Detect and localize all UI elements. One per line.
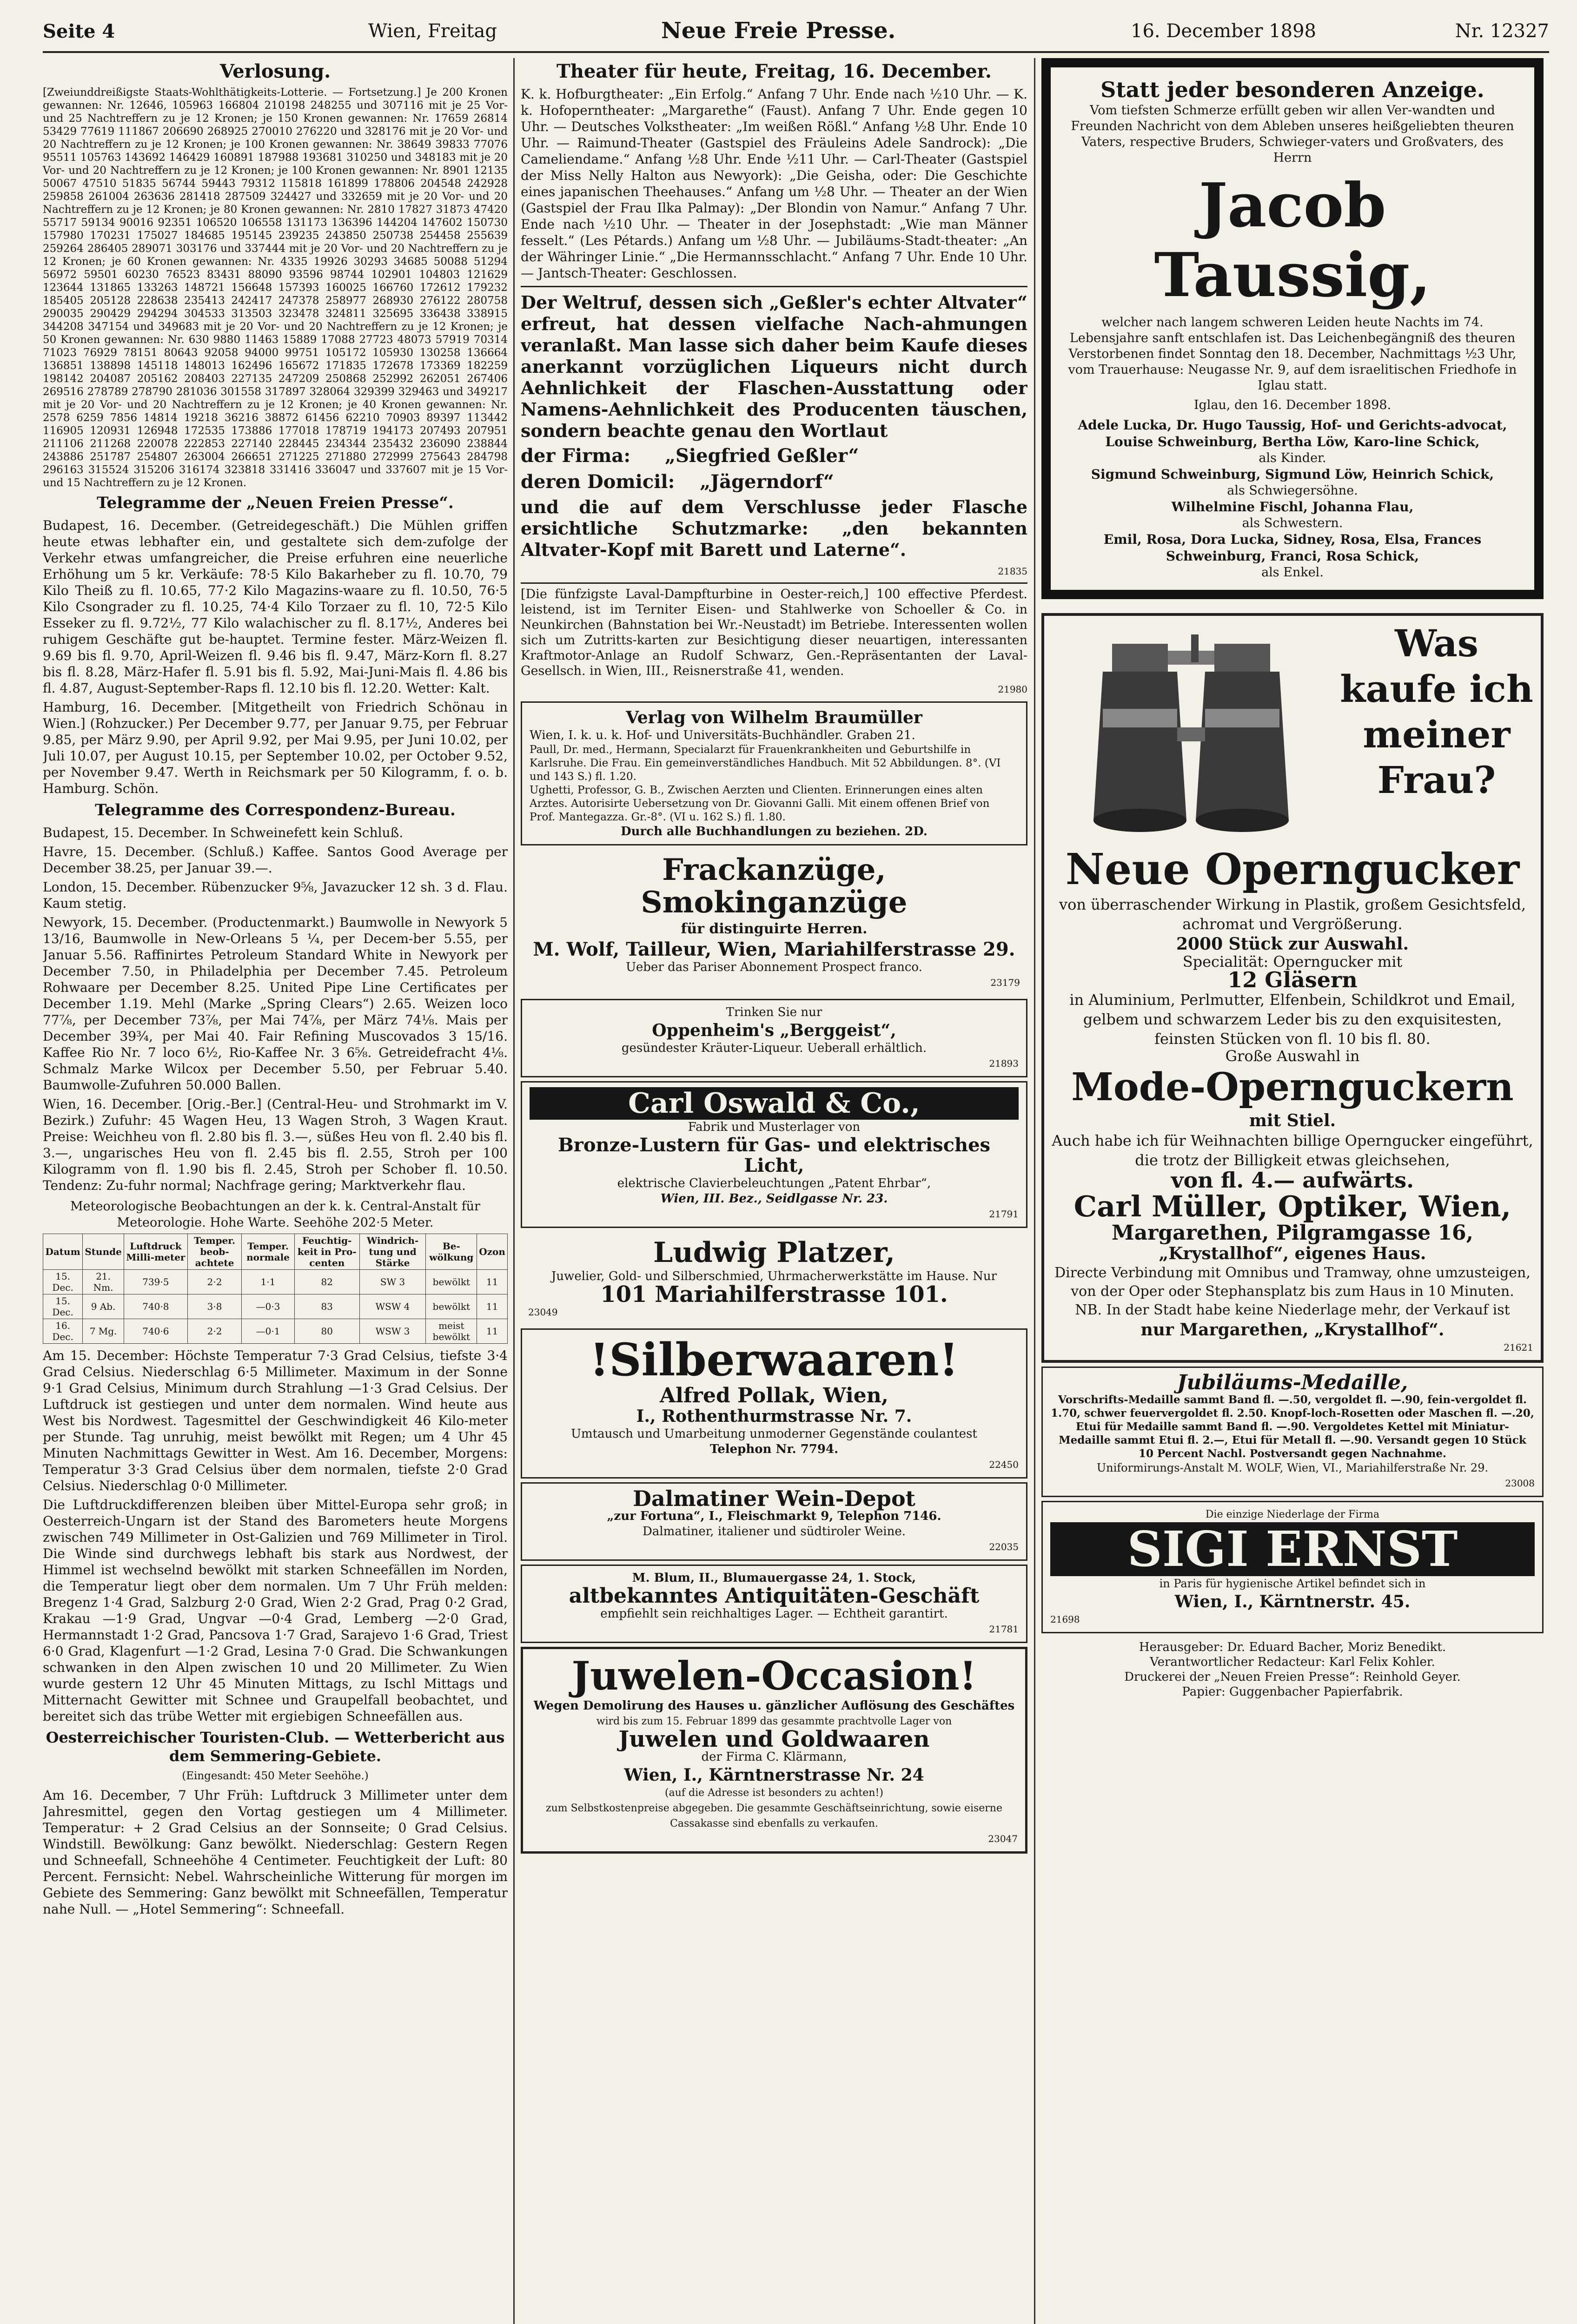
ad-number: 21621 (1504, 1342, 1533, 1353)
opera-price: von fl. 4.— aufwärts. (1171, 1168, 1414, 1193)
pollak-address: I., Rothenthurmstrasse Nr. 7. (636, 1406, 912, 1426)
pollak-ad (521, 1328, 1027, 1479)
weather-table-cell: 15. Dec. (43, 1294, 83, 1319)
weather-table-cell: WSW 4 (359, 1294, 426, 1319)
berggeist-ad (521, 999, 1027, 1077)
issue-place-day: Wien, Freitag (368, 20, 497, 42)
death-notice-date: Iglau, den 16. December 1898. (1193, 398, 1391, 412)
pollak-phone: Telephon Nr. 7794. (709, 1442, 839, 1456)
death-notice (1041, 58, 1544, 599)
mourners-role: als Schwiegersöhne. (1227, 483, 1358, 498)
klaermann-address: Wien, I., Kärntnerstrasse Nr. 24 (624, 1765, 924, 1785)
weather-table-header: Temper. beob-achtete (187, 1234, 241, 1270)
weather-table-header: Datum (43, 1234, 83, 1270)
klaermann-firm: der Firma C. Klärmann, (701, 1750, 847, 1764)
braumueller-book-2: Ughetti, Professor, G. B., Zwischen Aerzten und Clienten. Erinnerungen eines alten Arztes. Autorisirte Uebersetzung von Dr. Giovanni Galli. Mit einem offenen Brief von Prof. Mantegazza. Gr.-8°. (VI u. 162 S.) fl. 1.80. (530, 784, 990, 823)
page-number: Seite 4 (43, 20, 115, 42)
weather-table-row (43, 1270, 508, 1294)
wolf-ad (521, 849, 1027, 995)
platzer-address: 101 Mariahilferstrasse 101. (600, 1281, 948, 1307)
jubilee-title: Jubiläums-Medaille, (1177, 1371, 1408, 1394)
altvater-trademark: und die auf dem Verschlusse jeder Flasche ersichtliche Schutzmarke: „den bekannten Altvater-Kopf mit Barett und Laterne“. (521, 496, 1027, 560)
weather-table-cell: 740·6 (124, 1319, 187, 1344)
weather-table-header: Ozon (477, 1234, 508, 1270)
opera-glasses: 12 Gläsern (1227, 967, 1358, 992)
opera-question: Was kaufe ich meiner Frau? (1340, 621, 1533, 802)
oswald-title: Carl Oswald & Co., (530, 1087, 1019, 1120)
mourners-role: als Enkel. (1261, 565, 1324, 580)
opera-selection: Große Auswahl in (1225, 1047, 1360, 1065)
pollak-title: !Silberwaaren! (590, 1334, 959, 1386)
blum-title: M. Blum, II., Blumauergasse 24, 1. Stock, (632, 1571, 916, 1585)
ad-number: 21893 (989, 1058, 1019, 1069)
weather-table-cell: 9 Ab. (83, 1294, 124, 1319)
imprint-editor: Verantwortlicher Redacteur: Karl Felix Kohler. (1150, 1655, 1435, 1669)
weather-table-cell: 83 (294, 1294, 359, 1319)
theatre-heading: Theater für heute, Freitag, 16. December. (557, 60, 992, 82)
mourners-sons-in-law: Sigmund Schweinburg, Sigmund Löw, Heinrich Schick, (1091, 467, 1494, 482)
telegram-wien: Wien, 16. December. [Orig.-Ber.] (Central-Heu- und Strohmarkt im V. Bezirk.) Zufuhr: 45 Wagen Heu, 13 Wagen Stroh, 3 Wagen Kraut. Preise: Weichheu von fl. 2.80 bis fl. 3.—, süßes Heu von fl. 2.40 bis fl. 3.—, ungarisches Heu von fl. 2.45 bis fl. 2.55, Stroh per 100 Kilogramm von fl. 1.90 bis fl. 2.45, Stroh per Schober fl. 10.50. Tendenz: Zu-fuhr normal; Nachfrage gering; Marktverkehr flau. (43, 1096, 508, 1193)
blum-sub: empfiehlt sein reichhaltiges Lager. — Echtheit garantirt. (600, 1607, 948, 1621)
klaermann-sub-2: wird bis zum 15. Februar 1899 das gesammte prachtvolle Lager von (596, 1716, 952, 1727)
blum-ad (521, 1565, 1027, 1643)
issue-number: Nr. 12327 (1455, 20, 1549, 42)
sigi-sub: in Paris für hygienische Artikel befindet sich in (1159, 1577, 1426, 1590)
lottery-text: [Zweiunddreißigste Staats-Wohlthätigkeits-Lotterie. — Fortsetzung.] Je 200 Kronen gewannen: Nr. 12646, 105963 166804 210198 248255 und 307116 mit je 25 Vor- und 25 Nachtreffern zu je 12 Kronen; je 150 Kronen gewannen: Nr. 17659 26814 53429 77619 111867 206690 268925 270010 276220 und 328176 mit je 20 Vor- und 20 Nachtreffern zu je 12 Kronen; je 100 Kronen gewannen: Nr. 38649 39833 77076 95511 105763 143692 146429 160891 187988 193681 310250 und 348183 mit je 20 Vor- und 20 Nachtreffern zu je 12 Kronen; je 100 Kronen gewannen: Nr. 8901 12135 50067 47510 51835 56744 59443 79312 115818 161899 178806 204548 242928 259858 261004 263636 281418 287509 324427 und 332659 mit je 20 Vor- und 20 Nachtreffern zu je 12 Kronen; je 80 Kronen gewannen: Nr. 2810 17827 31873 47420 55717 59134 90016 92351 106520 106558 131173 136396 144204 147602 150730 157980 170231 175027 184685 195145 239235 243850 250738 254458 255639 259264 286405 289071 303176 und 337444 mit je 20 Vor- und 20 Nachtreffern zu je 12 Kronen; je 60 Kronen gewannen: Nr. 4335 19926 30293 34685 50088 51294 56972 59501 60230 76523 83431 88090 93596 98744 102901 104803 121629 123644 131865 133263 148721 156648 157393 160025 166760 172612 179232 185405 205128 228638 235413 242417 247378 258977 268930 276122 280758 290035 290429 294294 304533 313503 323478 324811 325695 336438 338915 344208 347154 und 349683 mit je 20 Vor- und 20 Nachtreffern zu je 12 Kronen; je 50 Kronen gewannen: Nr. 630 9880 11463 15889 17088 27723 48073 57919 70314 71023 76929 78151 80643 92058 94000 99751 105172 105930 130258 136664 136851 138898 145118 148013 162496 165672 171835 172678 173369 182259 198142 204087 205162 208403 227135 247209 250868 252992 262051 267406 269516 278789 278790 281036 301558 317897 328064 329399 329463 und 349217 mit je 20 Vor- und 20 Nachtreffern zu je 12 Kronen; je 40 Kronen gewannen: Nr. 2578 6259 7856 14814 19218 36216 38872 61456 62210 70903 89397 113442 116905 120931 126948 172535 173886 177018 178719 194173 207493 207951 211106 211268 220078 222853 227140 228445 234344 235432 236090 238844 243886 251787 254807 263004 266651 271225 271880 272999 275643 284798 296163 315524 315206 316174 323818 331416 336047 und 337607 mit je 15 Vor- und 15 Nachtreffern zu je 12 Kronen. (43, 86, 508, 489)
weather-table-row (43, 1319, 508, 1344)
telegram-budapest-2: Budapest, 15. December. In Schweinefett kein Schluß. (43, 825, 404, 840)
platzer-ad (521, 1232, 1027, 1325)
touring-club-sub: (Eingesandt: 450 Meter Seehöhe.) (182, 1770, 369, 1782)
opera-count: 2000 Stück zur Auswahl. (1176, 934, 1409, 954)
braumueller-footer: Durch alle Buchhandlungen zu beziehen. 2D. (621, 825, 928, 838)
opera-address: Margarethen, Pilgramgasse 16, (1112, 1221, 1473, 1245)
platzer-sub: Juwelier, Gold- und Silberschmied, Uhrmacherwerkstätte im Hause. Nur (551, 1269, 997, 1283)
mourners-role: als Schwestern. (1242, 516, 1343, 530)
ad-number: 22035 (989, 1541, 1019, 1552)
telegram-budapest: Budapest, 16. December. (Getreidegeschäft.) Die Mühlen griffen heute etwas lebhafter ein, und gestaltete sich dem-zufolge der Verkehr etwas umfangreicher, die Preise erfuhren eine neuerliche Erhöhung um 5 kr. Verkäufe: 78·5 Kilo Bakarheber zu fl. 10.70, 79 Kilo Theiß zu fl. 10.65, 77·2 Kilo Magazins-waare zu fl. 10.50, 76·5 Kilo Csongrader zu fl. 10.25, 74·4 Kilo Torzaer zu fl. 10, 72·5 Kilo Esseker zu fl. 9.72½, 77 Kilo walachischer zu fl. 8.17½, Anderes bei ruhigem Geschäfte gut be-hauptet. Termine fester. März-Weizen fl. 9.69 bis fl. 9.70, April-Weizen fl. 9.46 bis fl. 9.47, März-Korn fl. 8.27 bis fl. 8.28, März-Hafer fl. 5.91 bis fl. 5.92, Mai-Juni-Mais fl. 4.86 bis fl. 4.87, August-September-Raps fl. 12.10 bis fl. 12.20. Wetter: Kalt. (43, 518, 508, 696)
weather-table-cell: 739·5 (124, 1270, 187, 1294)
telegram-hamburg: Hamburg, 16. December. [Mitgetheilt von Friedrich Schönau in Wien.] (Rohzucker.) Per December 9.77, per Januar 9.75, per Februar 9.85, per März 9.90, per April 9.92, per Mai 9.95, per Juni 10.02, per Juli 10.07, per August 10.15, per September 10.02, per October 9.52, per November 9.47. Werth in Reichsmark per 50 Kilogramm, f. o. b. Hamburg. Schön. (43, 700, 508, 796)
pollak-firm: Alfred Pollak, Wien, (659, 1384, 888, 1407)
dalmatiner-address: „zur Fortuna“, I., Fleischmarkt 9, Telephon 7146. (607, 1509, 941, 1523)
weather-report-2: Die Luftdruckdifferenzen bleiben über Mittel-Europa sehr groß; in Oesterreich-Ungarn ist der Stand des Barometers heute Morgens zwischen 749 Millimeter in Ost-Galizien und 769 Millimeter in Tirol. Die Winde sind durchwegs lebhaft bis stark aus Nordwest, der Himmel ist wechselnd bewölkt mit starken Schneefällen im Norden, die Temperatur liegt ober dem normalen. Um 7 Uhr Früh melden: Bregenz 1·4 Grad, Salzburg 2·0 Grad, Wien 2·2 Grad, Prag 0·2 Grad, Krakau —1·9 Grad, Ungvar —0·4 Grad, Lemberg —2·0 Grad, Hermannstadt 1·2 Grad, Pancsova 1·7 Grad, Sarajevo 1·6 Grad, Triest 6·0 Grad, Klagenfurt —1·2 Grad, Lesina 7·0 Grad. Die Schwankungen schwanken in den Alpen zwischen 10 und 20 Millimeter. Zu Wien wurde gestern 12 Uhr 45 Minuten Mittags, zu Ischl Mittags und Mitternacht Gewitter mit Schnee und Graupelfall beobachtet, und bereitet sich das trübe Wetter mit ergiebigen Schneefällen aus. (43, 1497, 508, 1724)
weather-table-cell: bewölkt (426, 1270, 477, 1294)
weather-table-header: Luftdruck Milli-meter (124, 1234, 187, 1270)
berggeist-sub: gesündester Kräuter-Liqueur. Ueberall erhältlich. (621, 1041, 927, 1055)
imprint (1041, 1640, 1544, 1699)
weather-table-cell: bewölkt (426, 1294, 477, 1319)
opera-house: „Krystallhof“, eigenes Haus. (1159, 1244, 1426, 1263)
touring-club-heading: Oesterreichischer Touristen-Club. — Wetterbericht aus dem Semmering-Gebiete. (46, 1729, 505, 1765)
weather-table-cell: 11 (477, 1270, 508, 1294)
blum-big: altbekanntes Antiquitäten-Geschäft (569, 1584, 980, 1608)
weather-table-cell: —0·3 (242, 1294, 295, 1319)
masthead: Neue Freie Presse. (661, 18, 896, 44)
wolf-title: Frackanzüge, Smokinganzüge (641, 852, 908, 920)
altvater-domicile-name: „Jägerndorf“ (700, 471, 834, 493)
oswald-sub: Fabrik und Musterlager von (688, 1120, 861, 1134)
opera-nb: NB. In der Stadt habe keine Niederlage mehr, der Verkauf ist (1075, 1302, 1510, 1318)
lottery-heading: Verlosung. (219, 60, 331, 82)
ad-number: 23049 (528, 1307, 558, 1318)
opera-title: Neue Operngucker (1065, 844, 1520, 894)
weather-table-cell: SW 3 (359, 1270, 426, 1294)
oswald-body-2: elektrische Clavierbeleuchtungen „Patent Ehrbar“, (617, 1176, 931, 1190)
opera-text: von überraschender Wirkung in Plastik, großem Gesichtsfeld, achromat und Vergrößerung. (1059, 896, 1526, 933)
pollak-sub: Umtausch und Umarbeitung unmoderner Gegenstände coulantest (571, 1427, 977, 1441)
weather-table-cell: WSW 3 (359, 1319, 426, 1344)
weather-table-row (43, 1294, 508, 1319)
sigi-address: Wien, I., Kärntnerstr. 45. (1174, 1592, 1411, 1611)
mourners-sisters: Wilhelmine Fischl, Johanna Flau, (1171, 499, 1414, 515)
platzer-title: Ludwig Platzer, (653, 1236, 895, 1269)
ad-number: 21980 (998, 684, 1027, 695)
page-header (43, 14, 1549, 53)
mueller-optician-ad (1041, 613, 1544, 1363)
sigi-pre: Die einzige Niederlage der Firma (1205, 1509, 1380, 1520)
weather-table-header: Temper. normale (242, 1234, 295, 1270)
semmering-report: Am 16. December, 7 Uhr Früh: Luftdruck 3 Millimeter unter dem Jahresmittel, gegen den Vortag gestiegen um 4 Millimeter. Temperatur: + 2 Grad Celsius an der Sonnseite; 0 Grad Celsius. Windstill. Bewölkung: Ganz bewölkt. Niederschlag: Gestern Regen und Schneefall, Schneehöhe 4 Centimeter. Feuchtigkeit der Luft: 80 Percent. Fernsicht: Nebel. Wahrscheinliche Witterung für morgen im Gebiete des Semmering: Ganz bewölkt mit Schneefällen, Temperatur nahe Null. — „Hotel Semmering“: Schneefall. (43, 1788, 508, 1917)
braumueller-book-1: Paull, Dr. med., Hermann, Specialarzt für Frauenkrankheiten und Geburtshilfe in Karlsruhe. Die Frau. Ein gemeinverständliches Handbuch. Mit 52 Abbildungen. 8°. (VI und 143 S.) fl. 1.20. (530, 744, 1001, 783)
imprint-paper: Papier: Guggenbacher Papierfabrik. (1182, 1685, 1403, 1699)
ad-number: 23047 (988, 1833, 1018, 1844)
weather-table-cell: 21. Nm. (83, 1270, 124, 1294)
braumueller-ad (521, 701, 1027, 845)
column-3 (1041, 58, 1544, 2324)
weather-table-cell: 740·8 (124, 1294, 187, 1319)
altvater-domicile-label: deren Domicil: (521, 471, 675, 493)
opera-connection: Directe Verbindung mit Omnibus und Tramway, ohne umzusteigen, von der Oper oder Stephansplatz bis zum Haus in 10 Minuten. (1054, 1265, 1531, 1300)
weather-report: Am 15. December: Höchste Temperatur 7·3 Grad Celsius, tiefste 3·4 Grad Celsius. Niederschlag 6·5 Millimeter. Maximum in der Sonne 9·1 Grad Celsius, Minimum durch Strahlung —1·3 Grad Celsius. Der Luftdruck ist gestiegen und unter dem normalen. Wind heute aus West bis Nordwest. Tagesmittel der Geschwindigkeit 46 Kilo-meter per Stunde. Tag unruhig, meist bewölkt mit Regen; um 4 Uhr 45 Minuten Nachmittags Gewitter in West. Am 16. December, Morgens: Temperatur 3·3 Grad Celsius über dem normalen, tiefste 2·0 Grad Celsius. Niederschlag 0·0 Millimeter. (43, 1348, 508, 1493)
opera-materials: in Aluminium, Perlmutter, Elfenbein, Schildkrot und Email, gelbem und schwarzem Leder bis zu den exquisitesten, feinsten Stücken von fl. 10 bis fl. 80. (1069, 991, 1516, 1048)
ad-number: 23008 (1505, 1478, 1535, 1489)
imprint-publisher: Herausgeber: Dr. Eduard Bacher, Moriz Benedikt. (1139, 1640, 1446, 1654)
dalmatiner-title: Dalmatiner Wein-Depot (633, 1486, 915, 1511)
column-1 (43, 58, 508, 2324)
berggeist-title: Oppenheim's „Berggeist“, (652, 1021, 896, 1040)
telegram-havre: Havre, 15. December. (Schluß.) Kaffee. Santos Good Average per December 38.25, per Januar 39.—. (43, 844, 508, 876)
braumueller-address: Wien, I. k. u. k. Hof- und Universitäts-Buchhändler. Graben 21. (530, 728, 915, 742)
mourners-role: als Kinder. (1259, 451, 1326, 465)
sigi-ernst-ad (1041, 1501, 1544, 1633)
sigi-title: SIGI ERNST (1050, 1522, 1535, 1576)
death-notice-intro: Vom tiefsten Schmerze erfüllt geben wir allen Ver-wandten und Freunden Nachricht von dem Ableben unseres heißgeliebten theuren Vaters, respective Bruders, Schwieger-vaters und Großvaters, des Herrn (1071, 103, 1514, 165)
dalmatiner-sub: Dalmatiner, italiener und südtiroler Weine. (643, 1525, 906, 1538)
column-rule (1034, 58, 1035, 2324)
klaermann-footer: zum Selbstkostenpreise abgegeben. Die gesammte Geschäftseinrichtung, sowie eiserne Cassakasse sind ebenfalls zu verkaufen. (545, 1802, 1002, 1829)
ad-number: 21835 (998, 566, 1027, 577)
weather-table (43, 1234, 508, 1344)
weather-table-cell: 1·1 (242, 1270, 295, 1294)
weather-table-cell: 11 (477, 1319, 508, 1344)
weather-table-header: Feuchtig-keit in Pro-centen (294, 1234, 359, 1270)
ad-number: 23179 (990, 977, 1020, 988)
weather-table-cell: 16. Dec. (43, 1319, 83, 1344)
column-2 (521, 58, 1027, 2324)
opera-cheap: Auch habe ich für Weihnachten billige Operngucker eingeführt, die trotz der Billigkeit etwas gleichsehen, (1052, 1132, 1533, 1169)
oswald-body: Bronze-Lustern für Gas- und elektrisches Licht, (557, 1134, 991, 1176)
klaermann-mid: Juwelen und Goldwaaren (618, 1726, 930, 1752)
mourners-grandchildren: Emil, Rosa, Dora Lucka, Sidney, Rosa, Elsa, Frances Schweinburg, Franci, Rosa Schick, (1103, 532, 1482, 564)
opera-firm: Carl Müller, Optiker, Wien, (1073, 1189, 1511, 1223)
imprint-printer: Druckerei der „Neuen Freien Presse“: Reinhold Geyer. (1124, 1670, 1461, 1684)
issue-date: 16. December 1898 (1131, 20, 1316, 42)
ad-number: 21781 (989, 1624, 1019, 1635)
weather-table-cell: 82 (294, 1270, 359, 1294)
death-notice-text: welcher nach langem schweren Leiden heute Nachts im 74. Lebensjahre sanft entschlafen ist. Das Leichenbegängniß des theuren Verstorbenen findet Sonntag den 18. December, Nachmittags ½3 Uhr, vom Trauerhause: Neugasse Nr. 9, auf dem israelitischen Friedhofe in Iglau statt. (1068, 315, 1517, 393)
klaermann-title: Juwelen-Occasion! (571, 1653, 977, 1699)
opera-stiel: mit Stiel. (1249, 1111, 1336, 1130)
deceased-name: Jacob Taussig, (1154, 170, 1431, 310)
oswald-address: Wien, III. Bez., Seidlgasse Nr. 23. (660, 1192, 888, 1206)
braumueller-title: Verlag von Wilhelm Braumüller (626, 708, 922, 727)
laval-notice: [Die fünfzigste Laval-Dampfturbine in Oester-reich,] 100 effective Pferdest. leistend, ist im Terniter Eisen- und Stahlwerke von Schoeller & Co. in Neunkirchen (Bahnstation bei Wr.-Neustadt) im Betriebe. Interessenten wollen sich um Zutritts-karten zur Besichtigung dieser neuartigen, interessanten Kraftmotor-Anlage an Rudolf Schwarz, Gen.-Repräsentanten der Laval-Gesellsch. in Wien, III., Reisnerstraße 41, wenden. (521, 587, 1027, 678)
dalmatiner-ad (521, 1482, 1027, 1561)
weather-table-cell: 2·2 (187, 1270, 241, 1294)
weather-table-cell: 11 (477, 1294, 508, 1319)
death-notice-title: Statt jeder besonderen Anzeige. (1100, 77, 1484, 102)
opera-title-2: Mode-Opernguckern (1071, 1065, 1514, 1109)
altvater-firm (521, 444, 1027, 468)
wolf-footer: Ueber das Pariser Abonnement Prospect franco. (626, 960, 922, 974)
theatre-listings: K. k. Hofburgtheater: „Ein Erfolg.“ Anfang 7 Uhr. Ende nach ½10 Uhr. — K. k. Hofoperntheater: „Margarethe“ (Faust). Anfang 7 Uhr. Ende gegen 10 Uhr. — Deutsches Volkstheater: „Im weißen Rößl.“ Anfang ½8 Uhr. Ende 10 Uhr. — Raimund-Theater (Gastspiel des Fräuleins Adele Sandrock): „Die Cameliendame.“ Anfang ½8 Uhr. Ende ½11 Uhr. — Carl-Theater (Gastspiel der Miss Nelly Halton aus Newyork): „Die Geisha, oder: Die Geschichte eines japanischen Theehauses.“ Anfang um ½8 Uhr. — Theater an der Wien (Gastspiel der Frau Ilka Palmay): „Der Blondin von Namur.“ Anfang 7 Uhr. Ende nach ½10 Uhr. — Theater in der Josephstadt: „Wie man Männer fesselt.“ (Les Pétards.) Anfang um ½8 Uhr. — Jubiläums-Stadt-theater: „An der Währinger Linie.“ „Die Hermannsschlacht.“ Anfang 7 Uhr. Ende 10 Uhr. — Jantsch-Theater: Geschlossen. (521, 86, 1027, 281)
ad-number: 21698 (1050, 1614, 1080, 1625)
ad-number: 21791 (989, 1208, 1019, 1220)
altvater-domicile (521, 470, 1027, 494)
jubilee-firm: Uniformirungs-Anstalt M. WOLF, Wien, VI., Mariahilferstraße Nr. 29. (1096, 1461, 1489, 1474)
telegrams-heading: Telegramme der „Neuen Freien Presse“. (97, 494, 454, 512)
altvater-notice: Der Weltruf, dessen sich „Geßler's echter Altvater“ erfreut, hat dessen vielfache Nach-ahmungen veranlaßt. Man lasse sich daher beim Kaufe dieses anerkannt vorzüglichen Liqueurs nicht durch Aehnlichkeit der Flaschen-Ausstattung oder Namens-Aehnlichkeit des Producenten täuschen, sondern beachte genau den Wortlaut (521, 292, 1027, 441)
berggeist-pre: Trinken Sie nur (726, 1005, 822, 1019)
correspondence-heading: Telegramme des Correspondenz-Bureau. (95, 801, 456, 819)
telegram-newyork: Newyork, 15. December. (Productenmarkt.) Baumwolle in Newyork 5 13/16, Baumwolle in New-Orleans 5 ¼, per Decem-ber 5.55, per Januar 5.56. Raffinirtes Petroleum Standard White in Newyork per December 7.50, in Philadelphia per December 7.45. Petroleum Rohwaare per December 8.25. United Pipe Line Certificates per December 1.19. Mehl (Marke „Spring Clears“) 2.65. Weizen loco 77⅞, per December 73⅞, per Mai 74⅞, per März 74⅛. Mais per December 39¾, per Mai 40. Fair Refining Muscovados 3 15/16. Kaffee Rio Nr. 7 loco 6½, Rio-Kaffee Nr. 3 6⅝. Getreidefracht 4⅛. Schmalz Marke Wilcox per December 5.50, per Februar 5.40. Baumwolle-Zufuhren 50.000 Ballen. (43, 915, 508, 1093)
weather-table-cell: 3·8 (187, 1294, 241, 1319)
altvater-firm-label: der Firma: (521, 445, 631, 467)
weather-table-cell: 2·2 (187, 1319, 241, 1344)
klaermann-sub: Wegen Demolirung des Hauses u. gänzlicher Auflösung des Geschäftes (533, 1699, 1015, 1713)
klaermann-note: (auf die Adresse ist besonders zu achten!) (665, 1787, 883, 1799)
meteorology-heading: Meteorologische Beobachtungen an der k. k. Central-Anstalt für Meteorologie. Hohe Warte. Seehöhe 202·5 Meter. (70, 1199, 480, 1230)
weather-table-cell: —0·1 (242, 1319, 295, 1344)
jubilee-medal-ad (1041, 1367, 1544, 1497)
weather-table-cell: meist bewölkt (426, 1319, 477, 1344)
telegram-london: London, 15. December. Rübenzucker 9⅝, Javazucker 12 sh. 3 d. Flau. Kaum stetig. (43, 879, 508, 911)
opera-spec: Specialität: Operngucker mit (1182, 953, 1403, 971)
weather-table-cell: 80 (294, 1319, 359, 1344)
column-rule (513, 58, 515, 2324)
opera-glasses-illustration (1052, 625, 1331, 839)
altvater-firm-name: „Siegfried Geßler“ (665, 445, 859, 467)
wolf-firm: M. Wolf, Tailleur, Wien, Mariahilferstrasse 29. (533, 938, 1015, 960)
opera-only: nur Margarethen, „Krystallhof“. (1140, 1320, 1444, 1340)
ad-number: 22450 (989, 1459, 1019, 1470)
oswald-ad (521, 1081, 1027, 1228)
wolf-sub: für distinguirte Herren. (681, 921, 868, 937)
jubilee-text: Vorschrifts-Medaille sammt Band fl. —.50, vergoldet fl. —.90, fein-vergoldet fl. 1.70, schwer feuervergoldet fl. 2.50. Knopf-loch-Rosetten oder Maschen fl. —.20, Etui für Medaille sammt Band fl. —.90. Vergoldetes Kettel mit Miniatur-Medaille sammt Etui fl. 2.—, Etui für Metall fl. —.90. Versandt gegen 10 Stück 10 Percent Nachl. Postversandt gegen Nachnahme. (1051, 1393, 1534, 1460)
weather-table-cell: 15. Dec. (43, 1270, 83, 1294)
klaermann-ad (521, 1647, 1027, 1854)
weather-table-header: Be-wölkung (426, 1234, 477, 1270)
weather-table-cell: 7 Mg. (83, 1319, 124, 1344)
weather-table-header: Stunde (83, 1234, 124, 1270)
mourners-children: Adele Lucka, Dr. Hugo Taussig, Hof- und Gerichts-advocat, Louise Schweinburg, Bertha Löw, Karo-line Schick, (1078, 417, 1507, 449)
weather-table-header: Windrich-tung und Stärke (359, 1234, 426, 1270)
